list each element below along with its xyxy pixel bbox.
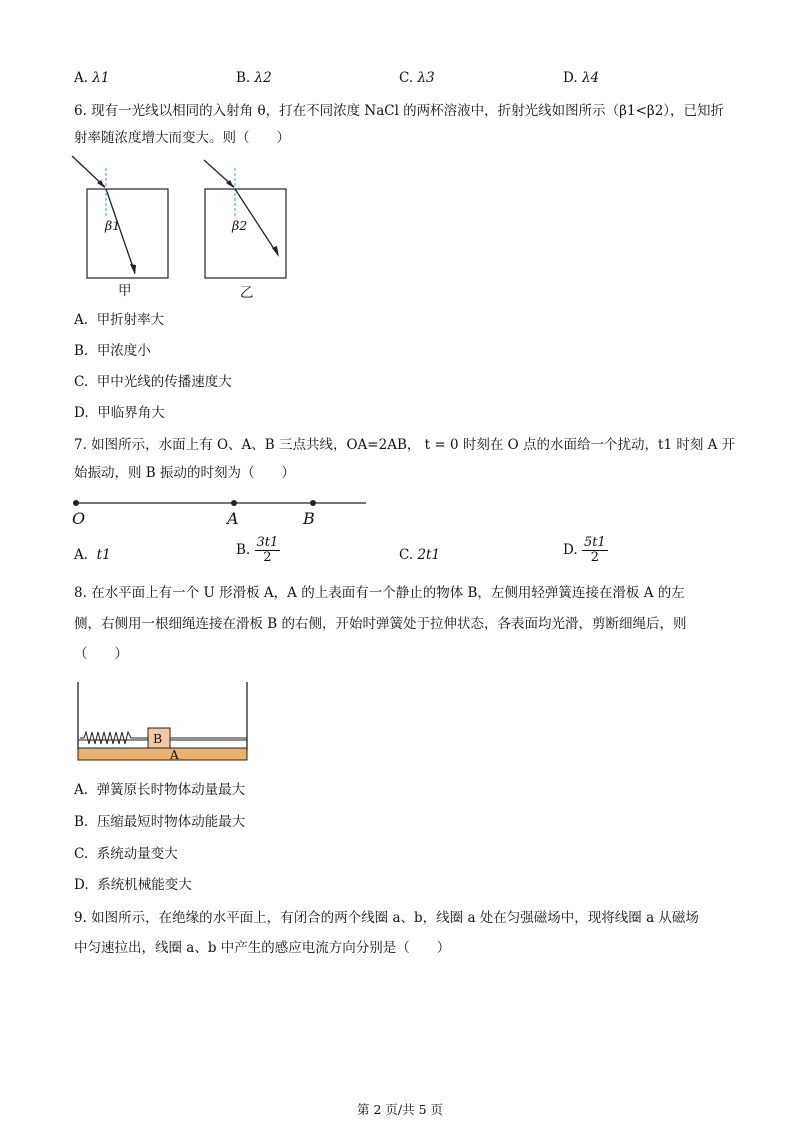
q6-option-b: B. 甲浓度小 [74, 343, 151, 359]
q8-stem-line1: 8. 在水平面上有一个 U 形滑板 A，A 的上表面有一个静止的物体 B，左侧用轻弹簧连接在滑板 A 的左 [74, 585, 685, 601]
slider-a-base [78, 748, 247, 760]
beta2-label: β2 [232, 218, 248, 233]
point-o-label: O [72, 509, 86, 528]
fig-yi-caption: 乙 [240, 285, 254, 301]
q7-option-c: C. 2t1 [399, 547, 441, 563]
q7-stem-line1: 7. 如图所示，水面上有 O、A、B 三点共线，OA=2AB， t = 0 时刻在 O 点的水面给一个扰动，t1 时刻 A 开 [74, 437, 736, 453]
point-b-dot [310, 500, 316, 506]
q5-option-b: B. λ2 [236, 70, 272, 86]
spring [80, 732, 148, 744]
q7-option-b: B. $\frac{3t1}{2}$ [236, 535, 279, 565]
beaker-jia-box [87, 189, 168, 278]
q8-option-d: D. 系统机械能变大 [74, 877, 192, 893]
q5-option-d: D. λ4 [563, 70, 600, 86]
point-o-dot [73, 500, 79, 506]
q6-option-c: C. 甲中光线的传播速度大 [74, 374, 232, 390]
q7-stem-line2: 始振动，则 B 振动的时刻为（ ） [74, 465, 296, 481]
q7-figure-line [70, 495, 380, 515]
point-b-label: B [303, 509, 315, 528]
q7-option-b-fraction: $\frac{3t1}{2}$ [256, 535, 279, 565]
q8-option-c: C. 系统动量变大 [74, 846, 178, 862]
q6-figure-jia [70, 150, 180, 300]
q8-stem-line2: 侧，右侧用一根细绳连接在滑板 B 的右侧，开始时弹簧处于拉伸状态，各表面均光滑，剪断细绳后，则 [74, 616, 687, 632]
block-b-label: B [153, 731, 163, 746]
q7-option-d-fraction: $\frac{5t1}{2}$ [583, 535, 606, 565]
q5-option-c: C. λ3 [399, 70, 435, 86]
q9-stem-line1: 9. 如图所示，在绝缘的水平面上，有闭合的两个线圈 a、b，线圈 a 处在匀强磁场中，现将线圈 a 从磁场 [74, 910, 699, 926]
beaker-yi-box [205, 189, 286, 278]
q8-option-a: A. 弹簧原长时物体动量最大 [74, 782, 246, 798]
slider-a-label: A [170, 748, 179, 762]
q8-option-b: B. 压缩最短时物体动能最大 [74, 814, 246, 830]
q8-figure [70, 680, 260, 765]
q6-option-d: D. 甲临界角大 [74, 405, 165, 421]
q8-stem-line3: （ ） [74, 646, 128, 662]
q6-option-a: A. 甲折射率大 [74, 312, 165, 328]
q9-stem-line2: 中匀速拉出，线圈 a、b 中产生的感应电流方向分别是（ ） [74, 940, 451, 956]
q6-stem-line2: 射率随浓度增大而变大。则（ ） [74, 130, 290, 146]
q6-stem-line1: 6. 现有一光线以相同的入射角 θ，打在不同浓度 NaCl 的两杯溶液中，折射光线如图所示（β1<β2），已知折 [74, 103, 725, 119]
point-a-dot [231, 500, 237, 506]
page-footer: 第 2 页/共 5 页 [356, 1102, 443, 1117]
q7-option-d: D. $\frac{5t1}{2}$ [563, 535, 606, 565]
point-a-label: A [227, 509, 239, 528]
q7-option-a: A. t1 [74, 547, 111, 563]
q5-option-a: A. λ1 [74, 70, 110, 86]
beta1-label: β1 [105, 218, 121, 233]
fig-jia-caption: 甲 [118, 283, 132, 299]
